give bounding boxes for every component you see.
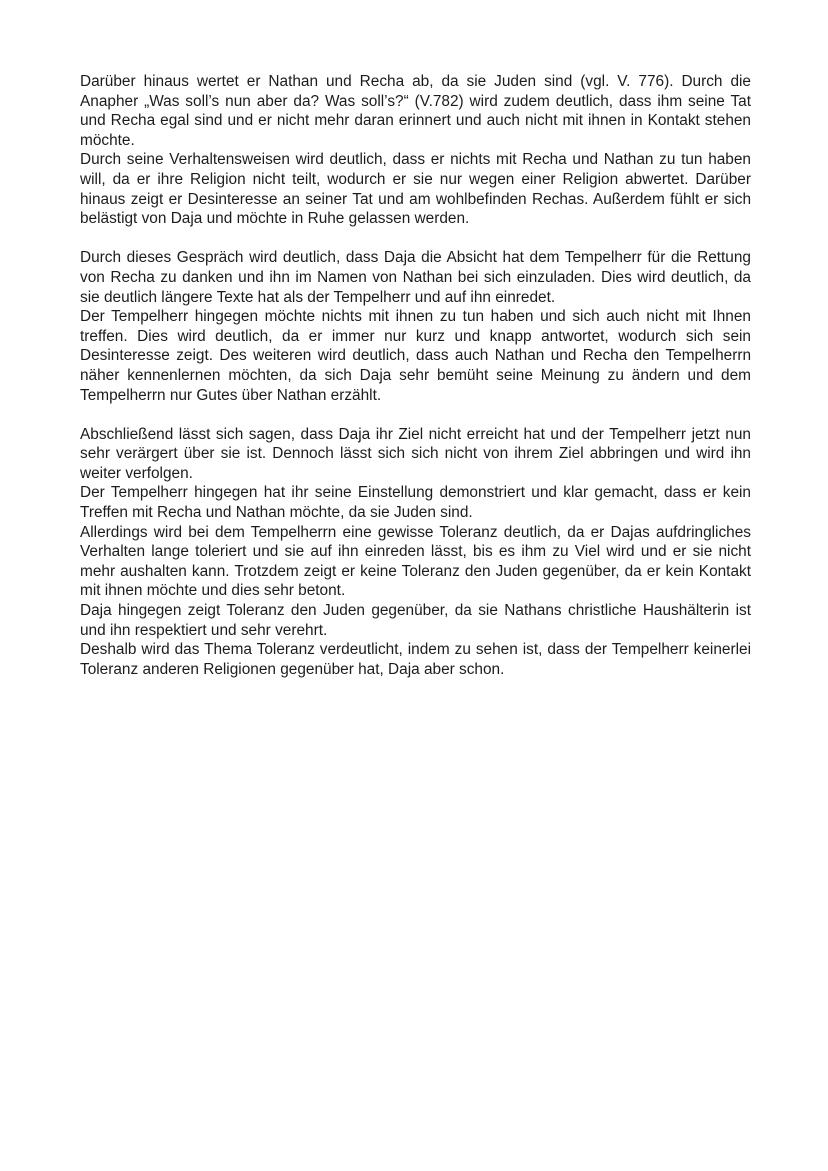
paragraph: Deshalb wird das Thema Toleranz verdeutlicht, indem zu sehen ist, dass der Tempelherr keinerlei Toleranz anderen Religionen gegenüber hat, Daja aber schon. (80, 641, 751, 678)
paragraph: Der Tempelherr hingegen möchte nichts mit ihnen zu tun haben und sich auch nicht mit Ihnen treffen. Dies wird deutlich, da er immer nur kurz und knapp antwortet, wodurch sich sein Desinteresse zeigt. Des weiteren wird deutlich, dass auch Nathan und Recha den Tempelherrn näher kennenlernen möchten, da sich Daja sehr bemüht seine Meinung zu ändern und dem Tempelherrn nur Gutes über Nathan erzählt. (80, 308, 751, 404)
paragraph: Der Tempelherr hingegen hat ihr seine Einstellung demonstriert und klar gemacht, dass er kein Treffen mit Recha und Nathan möchte, da sie Juden sind. (80, 484, 751, 522)
paragraph: Durch seine Verhaltensweisen wird deutlich, dass er nichts mit Recha und Nathan zu tun haben will, da er ihre Religion nicht teilt, wodurch er sie nur wegen einer Religion abwertet. Darüber hinaus zeigt er Desinteresse an seiner Tat und am wohlbefinden Rechas. Außerdem fühlt er sich belästigt von Daja und möchte in Ruhe gelassen werden. (80, 151, 751, 228)
paragraph: Daja hingegen zeigt Toleranz den Juden gegenüber, da sie Nathans christliche Haushälterin ist und ihn respektiert und sehr verehrt. (80, 602, 751, 639)
document-page (80, 72, 751, 679)
paragraph-gap (80, 229, 751, 249)
paragraph: Darüber hinaus wertet er Nathan und Recha ab, da sie Juden sind (vgl. V. 776). Durch die Anapher „Was soll’s nun aber da? Was soll’s?“ (V.782) wird zudem deutlich, dass ihm seine Tat und Recha egal sind und er nicht mehr daran erinnert und auch nicht mit ihnen in Kontakt stehen möchte. (80, 73, 751, 149)
paragraph: Abschließend lässt sich sagen, dass Daja ihr Ziel nicht erreicht hat und der Tempelherr jetzt nun sehr verärgert über sie ist. Dennoch lässt sich sich nicht von ihrem Ziel abbringen und wird ihn weiter verfolgen. (80, 425, 751, 482)
paragraph: Durch dieses Gespräch wird deutlich, dass Daja die Absicht hat dem Tempelherr für die Rettung von Recha zu danken und ihn im Namen von Nathan bei sich einzuladen. Dies wird deutlich, da sie deutlich längere Texte hat als der Tempelherr und auf ihn einredet. (80, 249, 751, 306)
paragraph: Allerdings wird bei dem Tempelherrn eine gewisse Toleranz deutlich, da er Dajas aufdringliches Verhalten lange toleriert und sie auf ihn einreden lässt, bis es ihm zu Viel wird und er sie nicht mehr aushalten kann. Trotzdem zeigt er keine Toleranz den Juden gegenüber, da er kein Kontakt mit ihnen möchte und dies sehr betont. (80, 523, 751, 600)
paragraph-gap (80, 405, 751, 425)
